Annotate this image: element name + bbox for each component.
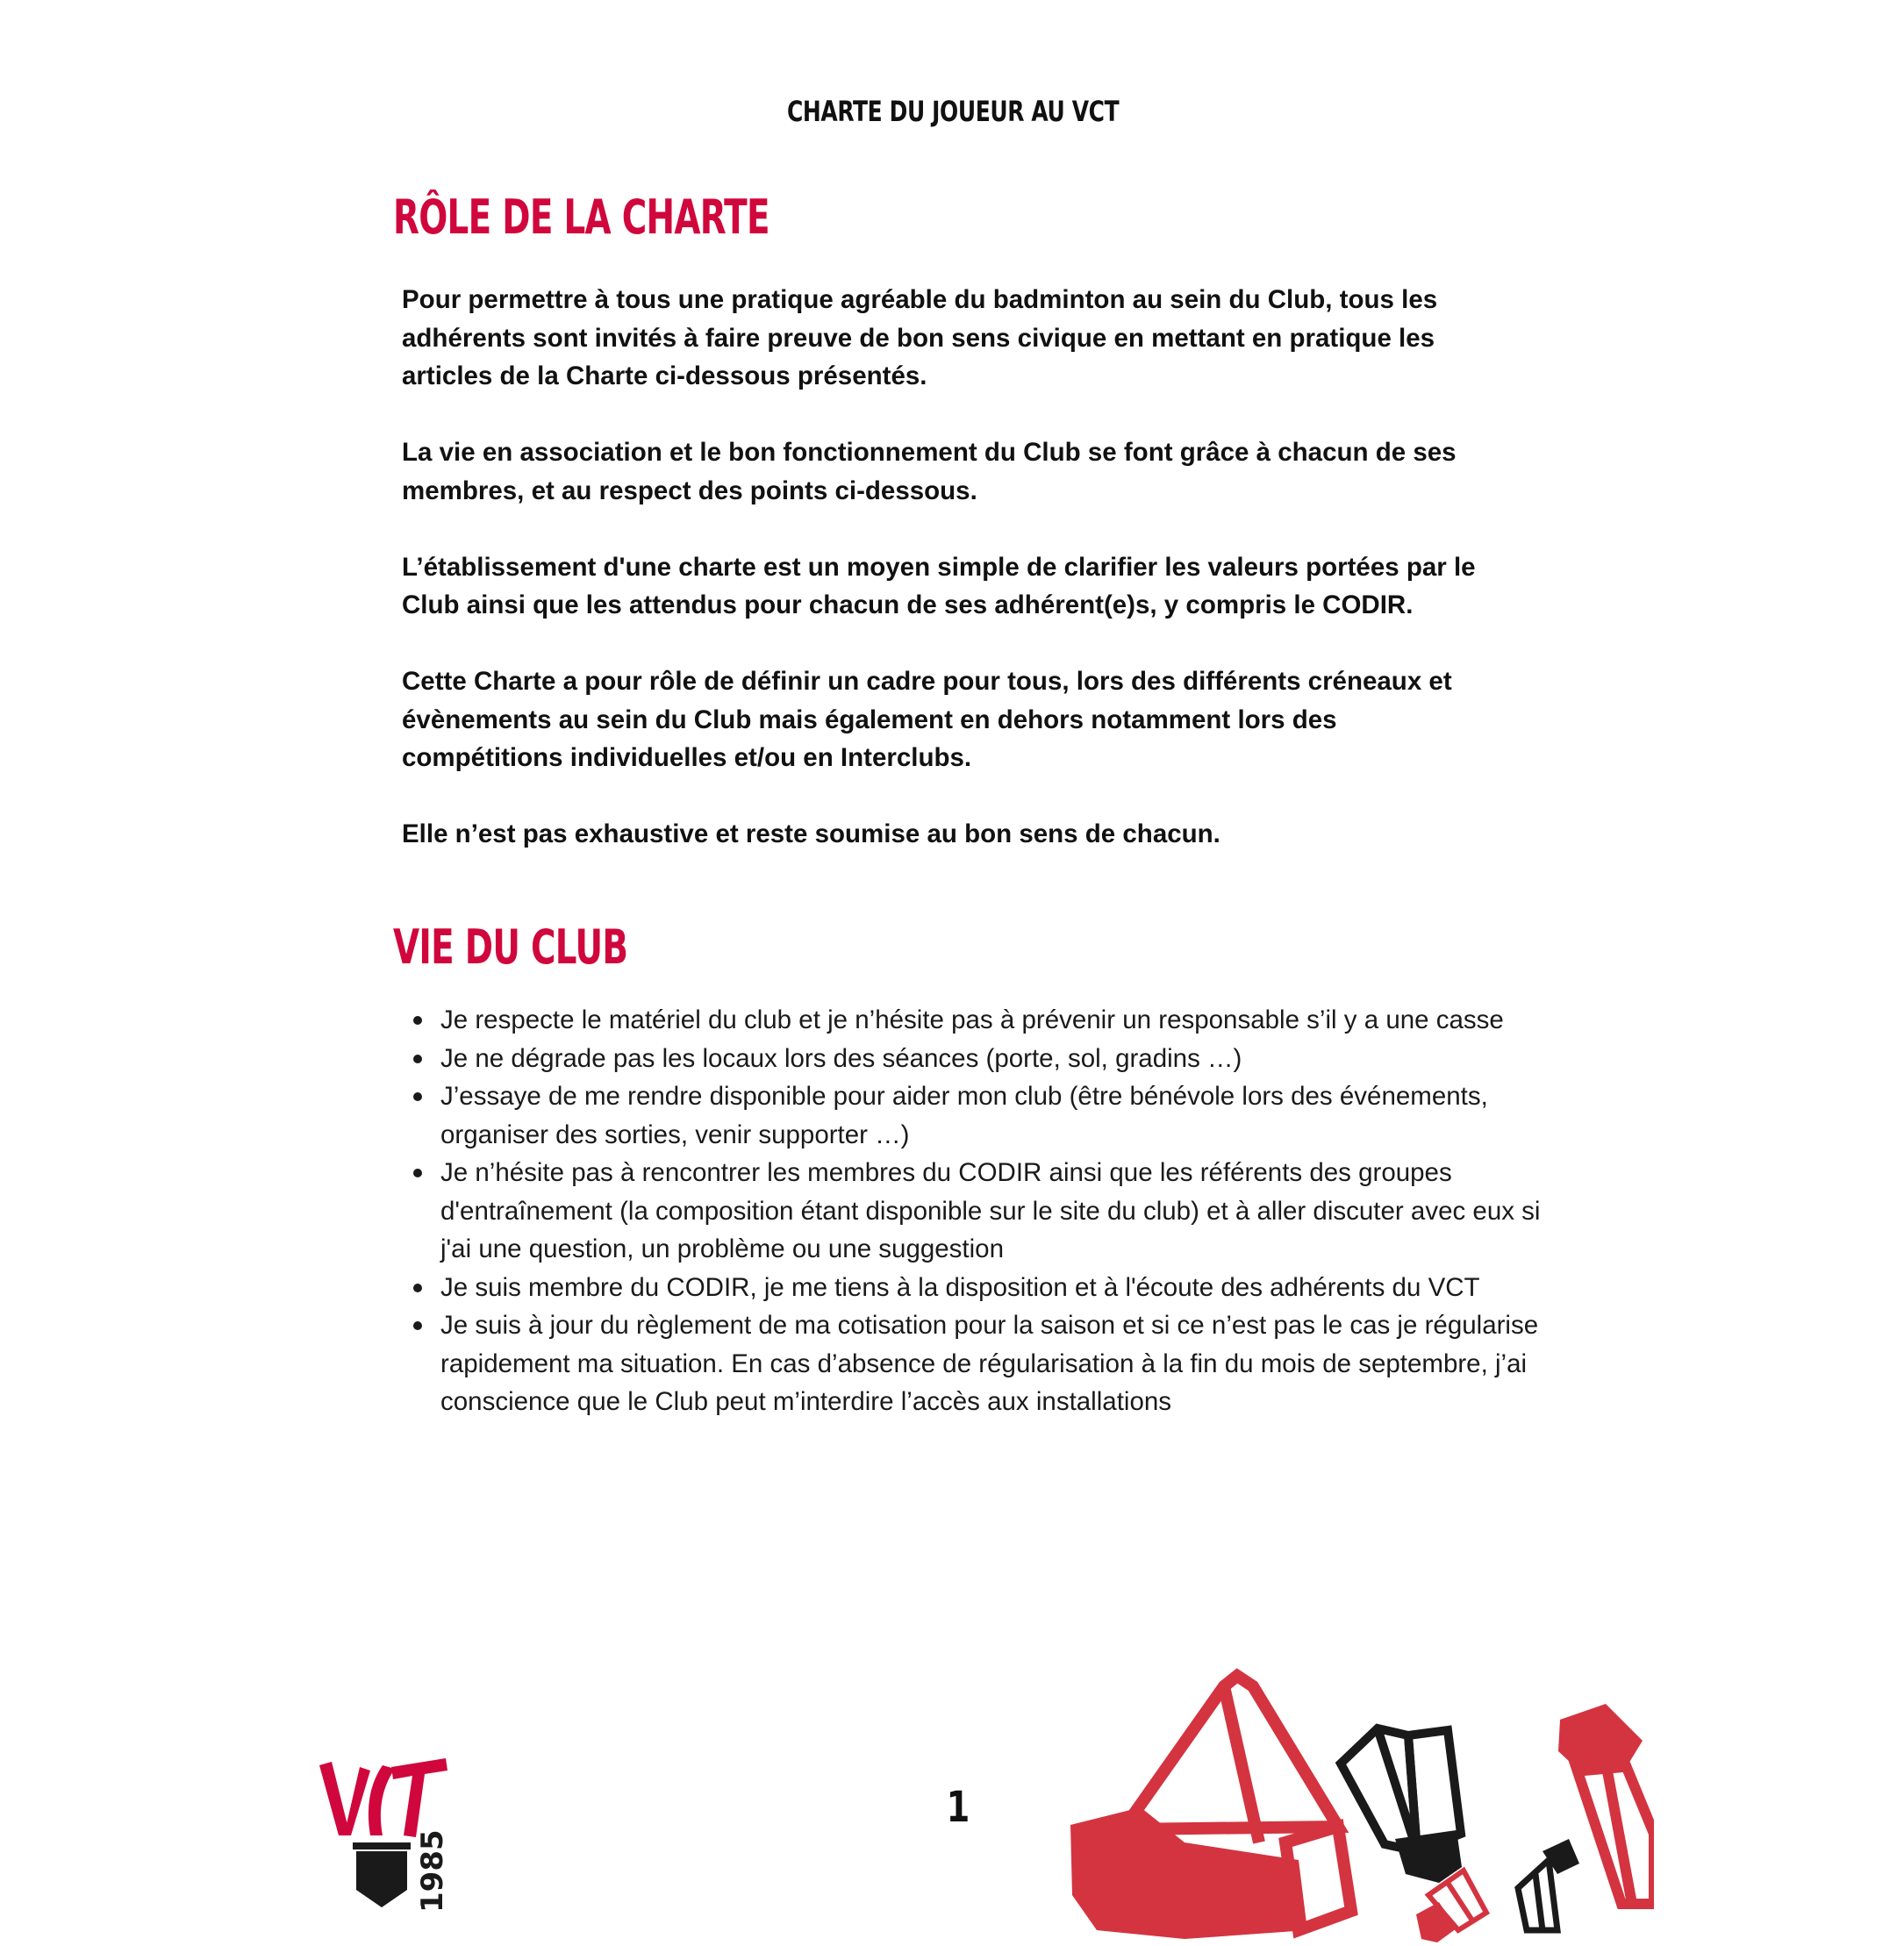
list-item-text: Je respecte le matériel du club et je n’hésite pas à prévenir un responsable s’il y a une casse bbox=[440, 1005, 1504, 1034]
list-item-text: Je suis membre du CODIR, je me tiens à la disposition et à l'écoute des adhérents du VCT bbox=[440, 1272, 1480, 1302]
logo-year: 1985 bbox=[415, 1829, 450, 1913]
intro-paragraph: Pour permettre à tous une pratique agréable du badminton au sein du Club, tous les adhérents sont invités à faire preuve de bon sens civique en mettant en pratique les articles de la Charte ci-dessous présentés. bbox=[402, 285, 1438, 390]
list-item bbox=[440, 1040, 1546, 1078]
intro-paragraph: Cette Charte a pour rôle de définir un cadre pour tous, lors des différents créneaux et évènements au sein du Club mais également en dehors notamment lors des compétitions individuelles et/ou en Interclubs. bbox=[402, 667, 1452, 772]
intro-paragraph: La vie en association et le bon fonctionnement du Club se font grâce à chacun de ses membres, et au respect des points ci-dessous. bbox=[402, 438, 1457, 505]
shuttlecocks-icon bbox=[1062, 1667, 1654, 1946]
club-rules-list bbox=[402, 1001, 1546, 1421]
section-heading-vie-du-club: VIE DU CLUB bbox=[393, 919, 628, 975]
bullet-icon bbox=[413, 1016, 422, 1025]
section-heading-role: RÔLE DE LA CHARTE bbox=[393, 190, 769, 245]
bullet-icon bbox=[413, 1092, 422, 1101]
list-item bbox=[440, 1269, 1546, 1307]
bullet-icon bbox=[413, 1169, 422, 1177]
list-item bbox=[440, 1154, 1546, 1269]
list-item-text: Je n’hésite pas à rencontrer les membres du CODIR ainsi que les référents des groupes d'entraînement (la composition étant disponible sur le site du club) et à aller discuter avec eux si j'ai une question, un problème ou une suggestion bbox=[440, 1158, 1541, 1263]
bullet-icon bbox=[413, 1284, 422, 1292]
vct-logo-icon bbox=[318, 1758, 458, 1916]
document-title: CHARTE DU JOUEUR AU VCT bbox=[786, 95, 1120, 128]
page-number: 1 bbox=[946, 1783, 970, 1832]
list-item-text: J’essaye de me rendre disponible pour aider mon club (être bénévole lors des événements, organiser des sorties, venir supporter …) bbox=[440, 1082, 1488, 1149]
list-item bbox=[440, 1077, 1546, 1154]
bullet-icon bbox=[413, 1321, 422, 1330]
intro-paragraph: Elle n’est pas exhaustive et reste soumise au bon sens de chacun. bbox=[402, 819, 1220, 848]
list-item bbox=[440, 1306, 1546, 1421]
intro-paragraph: L’établissement d'une charte est un moyen simple de clarifier les valeurs portées par le Club ainsi que les attendus pour chacun de ses adhérent(e)s, y compris le CODIR. bbox=[402, 552, 1476, 619]
role-intro bbox=[402, 281, 1499, 891]
list-item-text: Je suis à jour du règlement de ma cotisation pour la saison et si ce n’est pas le cas je régularise rapidement ma situation. En cas d’absence de régularisation à la fin du mois de septembre, j’ai conscience que le Club peut m’interdire l’accès aux installations bbox=[440, 1311, 1539, 1416]
list-item bbox=[440, 1001, 1546, 1040]
list-item-text: Je ne dégrade pas les locaux lors des séances (porte, sol, gradins …) bbox=[440, 1043, 1242, 1073]
bullet-icon bbox=[413, 1055, 422, 1063]
